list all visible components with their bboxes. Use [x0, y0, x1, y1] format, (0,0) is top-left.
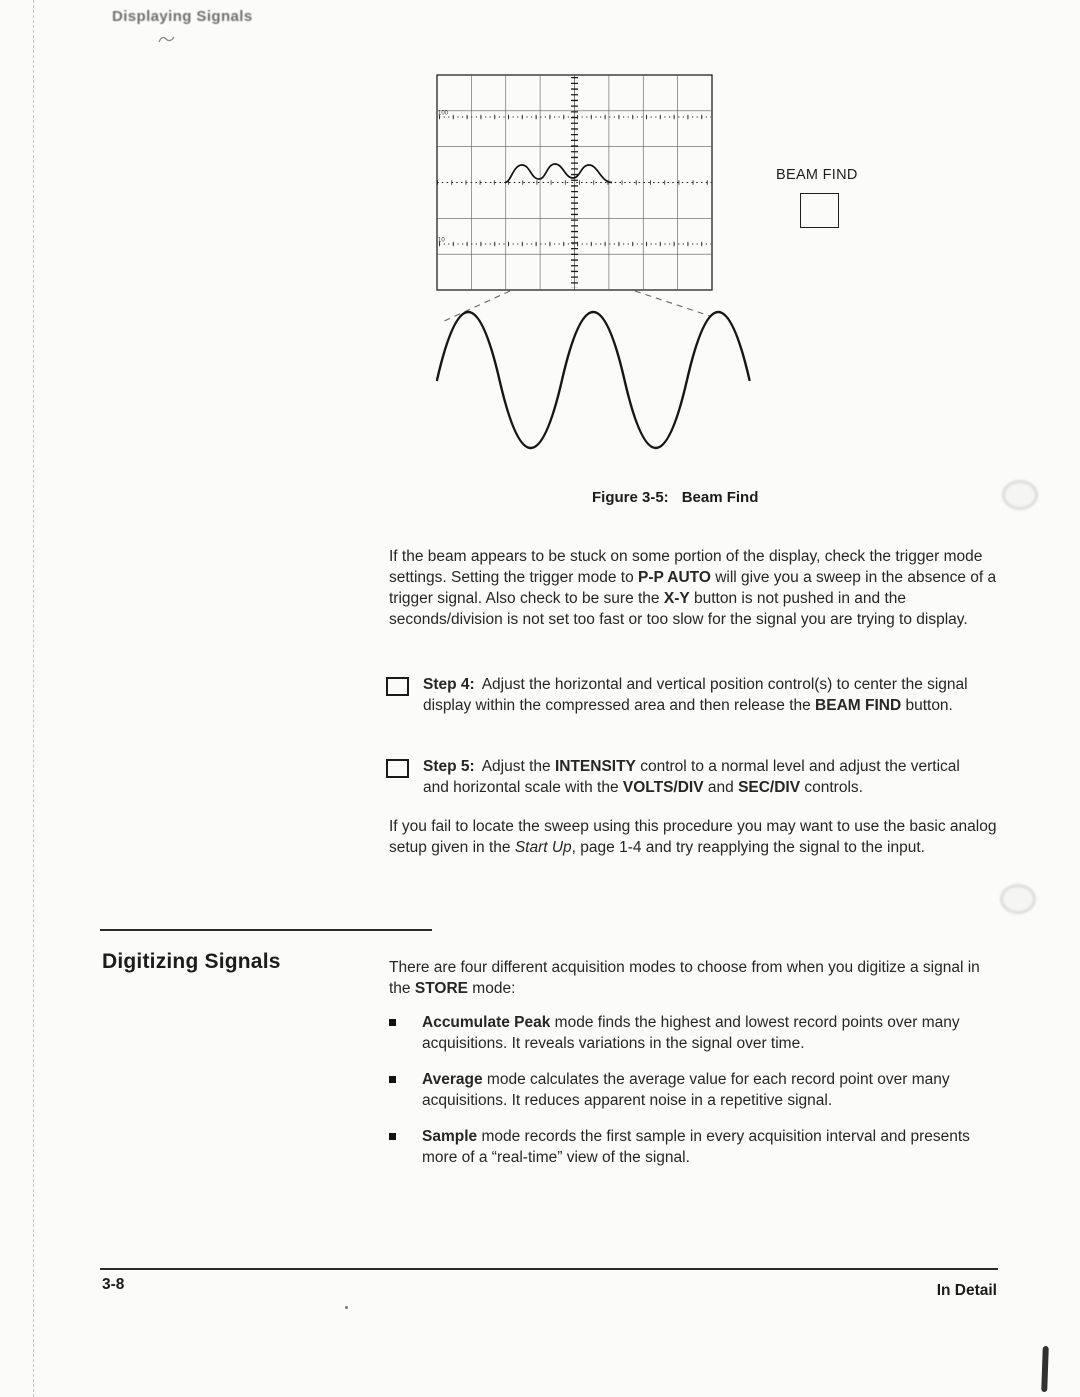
bullet-sample [389, 1126, 994, 1168]
step-4 [386, 674, 998, 716]
step-4-text [423, 674, 985, 716]
step-4-body: Adjust the horizontal and vertical position control(s) to center the signal display within the compressed area and then release the BEAM FIND button. [423, 676, 968, 714]
bullet-square-icon [389, 1076, 396, 1083]
page-header-title: Displaying Signals [112, 8, 253, 25]
step-4-label: Step 4: [423, 676, 475, 693]
section-intro: There are four different acquisition modes to choose from when you digitize a signal in the STORE mode: [389, 959, 980, 997]
section-divider-rule [100, 929, 432, 931]
section-heading: Digitizing Signals [102, 950, 281, 973]
bullet-accumulate-peak-text: Accumulate Peak mode finds the highest and lowest record points over many acquisitions. It reveals variations in the signal over time. [422, 1014, 960, 1052]
step-5-body: Adjust the INTENSITY control to a normal level and adjust the vertical and horizontal scale with the VOLTS/DIV and SEC/DIV controls. [423, 758, 960, 796]
paragraph-beam-stuck: If the beam appears to be stuck on some portion of the display, check the trigger mode settings. Setting the trigger mode to P-P AUTO will give you a sweep in the absence of a trigger signal. Also check to be sure the X-Y button is not pushed in and the seconds/division is not set too fast or too slow for the signal you are trying to display. [389, 548, 997, 628]
bullet-square-icon [389, 1019, 396, 1026]
compressed-waveform [505, 164, 612, 183]
beam-find-label: BEAM FIND [776, 167, 858, 183]
expanded-sine-wave [437, 312, 750, 448]
step-4-checkbox [386, 677, 409, 696]
figure-caption [592, 489, 758, 506]
figure-caption-number: Figure 3-5: [592, 489, 669, 506]
footer-rule [100, 1268, 998, 1270]
bullet-sample-text: Sample mode records the first sample in every acquisition interval and presents more of a “real-time” view of the signal. [422, 1128, 970, 1166]
scan-edge-artifact [33, 0, 34, 1397]
step-5-checkbox [386, 759, 409, 778]
scan-smudge-artifact [1002, 480, 1038, 510]
speck-artifact [345, 1306, 348, 1309]
bullet-square-icon [389, 1133, 396, 1140]
bullet-accumulate-peak [389, 1012, 994, 1054]
step-5 [386, 756, 998, 798]
step-5-text [423, 756, 985, 798]
footer-section-label: In Detail [936, 1282, 997, 1299]
graticule [437, 75, 712, 290]
percent-label-bottom: 10 [438, 237, 445, 244]
step-5-label: Step 5: [423, 758, 475, 775]
scan-smudge-artifact [1000, 884, 1036, 914]
pencil-mark [158, 34, 176, 45]
percent-label-top: 100 [438, 110, 449, 117]
beam-find-button-outline [800, 193, 839, 228]
beam-find-figure [425, 70, 885, 470]
bullet-average [389, 1069, 994, 1111]
projection-line-right [635, 291, 710, 316]
paragraph-fail-to-locate: If you fail to locate the sweep using this procedure you may want to use the basic analog setup given in the Start Up, page 1-4 and try reapplying the signal to the input. [389, 818, 997, 856]
figure-caption-title: Beam Find [681, 489, 759, 506]
page-number: 3-8 [102, 1276, 125, 1293]
ink-mark-artifact [1041, 1346, 1049, 1392]
bullet-average-text: Average mode calculates the average value for each record point over many acquisitions. It reduces apparent noise in a repetitive signal. [422, 1071, 950, 1109]
